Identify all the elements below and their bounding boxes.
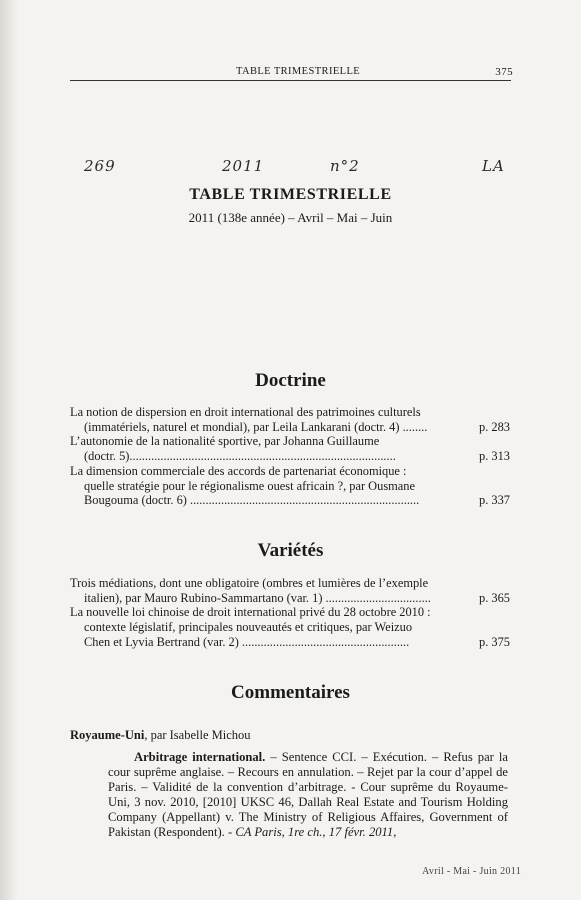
running-header xyxy=(70,66,511,81)
entry-page: p. 283 xyxy=(479,419,510,434)
list-item xyxy=(70,576,510,605)
entry-line: Trois médiations, dont une obligatoire (ombres et lumières de l’exemple xyxy=(70,576,429,590)
entry-line: L’autonomie de la nationalité sportive, par Johanna Guillaume xyxy=(70,434,380,449)
commentary-lead: Arbitrage international. xyxy=(134,750,266,764)
running-footer: Avril - Mai - Juin 2011 xyxy=(422,866,521,877)
section-heading-doctrine: Doctrine xyxy=(255,370,326,391)
running-title: TABLE TRIMESTRIELLE xyxy=(236,66,361,77)
commentary-citation: CA Paris, 1re ch., 17 févr. 2011, xyxy=(235,825,397,839)
commentary-author: , par Isabelle Michou xyxy=(144,728,251,742)
entry-line: (immatériels, naturel et mondial), par Leila Lankarani (doctr. 4) ........ xyxy=(84,419,428,434)
list-item xyxy=(70,434,510,463)
entry-line: La nouvelle loi chinoise de droit international privé du 28 octobre 2010 : xyxy=(70,605,431,620)
entry-line: italien), par Mauro Rubino-Sammartano (var. 1) .................................. xyxy=(84,590,431,605)
entry-page: p. 375 xyxy=(479,634,510,649)
entry-line: La notion de dispersion en droit international des patrimoines culturels xyxy=(70,405,421,419)
handwritten-note-year: 2011 xyxy=(222,157,265,175)
page-number: 375 xyxy=(495,66,513,78)
entry-line: La dimension commerciale des accords de partenariat économique : xyxy=(70,463,407,478)
handwritten-note-left: 269 xyxy=(84,157,116,175)
commentary-body: – Sentence CCI. – Exécution. – Refus par la cour suprême anglaise. – Recours en annulation. – Rejet par la cour d’appel de Paris. – Validité de la convention d’arbitrage. - Cour suprême du Royaume-Uni, 3 nov. 2010, [2010] UKSC 46, Dallah Real Estate and Tourism Holding Company (Appellant) v. The Ministry of Religious Affaires, Government of Pakistan (Respondent). - xyxy=(108,750,508,839)
list-item xyxy=(70,405,510,434)
handwritten-note-issue: n°2 xyxy=(330,157,360,175)
entry-page: p. 365 xyxy=(479,590,510,605)
section-heading-varietes: Variétés xyxy=(257,540,324,561)
entry-line: quelle stratégie pour le régionalisme ouest africain ?, par Ousmane xyxy=(84,478,415,493)
entry-page: p. 337 xyxy=(479,493,510,508)
page-gutter-shadow xyxy=(0,0,18,900)
page-title: TABLE TRIMESTRIELLE xyxy=(189,186,392,203)
section-heading-commentaires: Commentaires xyxy=(231,682,350,703)
commentary-country-line xyxy=(70,728,251,743)
entry-line: Chen et Lyvia Bertrand (var. 2) ...................................................... xyxy=(84,634,410,649)
doctrine-list xyxy=(70,405,510,508)
handwritten-note-right: LA xyxy=(482,157,505,175)
entry-line: Bougouma (doctr. 6) .......................................................................... xyxy=(84,493,420,508)
list-item xyxy=(70,464,510,508)
entry-line: contexte législatif, principales nouveautés et critiques, par Weizuo xyxy=(84,620,413,635)
entry-page: p. 313 xyxy=(479,449,510,464)
list-item xyxy=(70,605,510,649)
commentary-paragraph xyxy=(108,750,508,840)
commentary-country: Royaume-Uni xyxy=(70,728,145,742)
page-subtitle: 2011 (138e année) – Avril – Mai – Juin xyxy=(188,210,393,225)
varietes-list xyxy=(70,576,510,650)
entry-line: (doctr. 5)...................................................................................... xyxy=(84,449,396,464)
